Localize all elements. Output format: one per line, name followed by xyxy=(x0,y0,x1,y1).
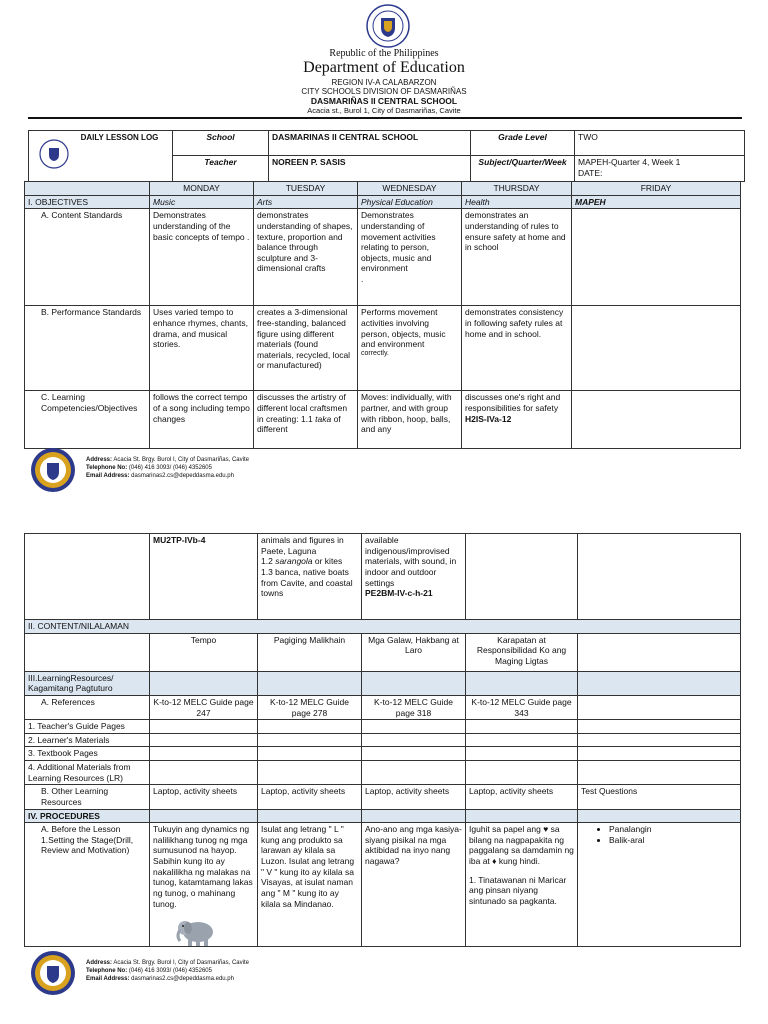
bl-wednesday: Ano-ano ang mga kasiya-siyang pisikal na mga aktibidad na inyo nang nagawa? xyxy=(362,823,466,947)
lc-tuesday-italic: taka xyxy=(315,413,332,424)
content-wednesday: Mga Galaw, Hakbang at Laro xyxy=(362,633,466,671)
friday-list xyxy=(581,824,737,845)
textbook-label: 3. Textbook Pages xyxy=(25,747,150,761)
footer-email-label: Email Address: xyxy=(86,975,130,982)
lc-tuesday-b-post: or kites xyxy=(312,556,343,567)
lc-wednesday-code: PE2BM-IV-c-h-21 xyxy=(365,588,433,599)
school-address: Acacia st., Burol 1, City of Dasmariñas, Cavite xyxy=(307,106,461,115)
subject-wednesday: Physical Education xyxy=(358,195,462,209)
lc-thursday-text: discusses one's right and responsibilities for safety xyxy=(465,392,561,413)
ps-monday: Uses varied tempo to enhance rhymes, chants, drama, and musical stories. xyxy=(150,306,254,391)
other-monday: Laptop, activity sheets xyxy=(150,785,258,809)
ref-monday: K-to-12 MELC Guide page 247 xyxy=(150,695,258,719)
cs-wednesday xyxy=(358,209,462,306)
header-divider xyxy=(28,117,742,119)
content-standards-label: A. Content Standards xyxy=(25,209,150,306)
subject-tuesday: Arts xyxy=(254,195,358,209)
before-lesson-row xyxy=(25,823,741,947)
objectives-label: I. OBJECTIVES xyxy=(25,195,150,209)
learners-materials-label: 2. Learner's Materials xyxy=(25,733,150,747)
bl-thursday-b: 1. Tinatawanan ni Maricar ang pinsan niyang sintunado sa pagkanta. xyxy=(469,874,567,906)
republic-text: Republic of the Philippines xyxy=(329,48,439,59)
footer-email-label: Email Address: xyxy=(86,472,130,479)
content-header-row xyxy=(25,620,741,634)
school-value: DASMARINAS II CENTRAL SCHOOL xyxy=(269,131,471,156)
lc-tuesday-b-pre: 1.2 xyxy=(261,556,276,567)
cs-friday xyxy=(572,209,741,306)
footer-address-label: Address: xyxy=(86,457,113,463)
region-text: REGION IV-A CALABARZON xyxy=(331,78,437,87)
content-label: II. CONTENT/NILALAMAN xyxy=(25,620,741,634)
subject-friday: MAPEH xyxy=(572,195,741,209)
lc-tuesday-a: animals and figures in Paete, Laguna xyxy=(261,535,344,556)
content-row xyxy=(25,633,741,671)
competencies-label: C. Learning Competencies/Objectives xyxy=(25,391,150,449)
bl-monday: Tukuyin ang dynamics ng nalilikhang tunog ng mga sumusunod na hayop. Sabihin kung ito ay nakalilikha ng malakas na tunog, katamtamang lakas ng tunog, o mahinang tunog. xyxy=(150,823,258,947)
bl-tuesday: Isulat ang letrang " L " kung ang produkto sa larawan ay kilala sa Luzon. Isulat ang letrang " V " kung ito ay kilala sa Visayas, at isulat naman ang " M " kung ito ay kilala sa Mindanao. xyxy=(258,823,362,947)
footer-contact xyxy=(86,457,346,480)
lc-tuesday-pre: discusses the artistry of different local craftsmen in creating: 1.1 xyxy=(257,392,348,424)
references-row xyxy=(25,695,741,719)
ref-tuesday: K-to-12 MELC Guide page 278 xyxy=(258,695,362,719)
footer-phone: (046) 416 3093/ (046) 4352605 xyxy=(128,967,212,974)
subject-text: MAPEH-Quarter 4, Week 1 xyxy=(578,157,681,167)
content-tuesday: Pagiging Malikhain xyxy=(258,633,362,671)
footer-email: dasmarinas2.cs@depeddasma.edu.ph xyxy=(131,472,234,479)
lc-thursday-code: H2IS-IVa-12 xyxy=(465,413,512,424)
footer-phone-label: Telephone No: xyxy=(86,967,128,974)
other-friday: Test Questions xyxy=(578,785,741,809)
lc-thursday xyxy=(462,391,572,449)
dll-title-cell xyxy=(29,131,173,182)
bl-thursday xyxy=(466,823,578,947)
before-lesson-label: A. Before the Lesson 1.Setting the Stage(Drill, Review and Motivation) xyxy=(25,823,150,947)
textbook-row xyxy=(25,747,741,761)
ps-wednesday-small: correctly. xyxy=(361,349,389,357)
grade-value: TWO xyxy=(575,131,745,156)
list-item: • Balik-aral xyxy=(609,835,737,846)
other-resources-row xyxy=(25,785,741,809)
other-thursday: Laptop, activity sheets xyxy=(466,785,578,809)
footer-address: Acacia St. Brgy. Burol I, City of Dasmariñas, Cavite xyxy=(113,457,249,463)
learners-materials-row xyxy=(25,733,741,747)
footer-address: Acacia St. Brgy. Burol I, City of Dasmariñas, Cavite xyxy=(113,960,249,966)
objectives-row xyxy=(25,195,741,209)
other-tuesday: Laptop, activity sheets xyxy=(258,785,362,809)
footer-contact xyxy=(86,960,346,983)
teachers-guide-label: 1. Teacher's Guide Pages xyxy=(25,720,150,734)
date-label: DATE: xyxy=(578,167,603,178)
teacher-label: Teacher xyxy=(173,156,269,182)
bl-thursday-a: Iguhit sa papel ang ♥ sa bilang na nagpapakita ng paggalang sa damdamin ng iba at ♦ kung hindi. xyxy=(469,824,574,866)
lc-tuesday xyxy=(254,391,358,449)
footer-phone: (046) 416 3093/ (046) 4352605 xyxy=(128,464,212,471)
school-name: DASMARIÑAS II CENTRAL SCHOOL xyxy=(310,96,458,106)
performance-standards-label: B. Performance Standards xyxy=(25,306,150,391)
lc-tuesday-post: of different xyxy=(257,413,341,435)
teacher-value: NOREEN P. SASIS xyxy=(269,156,471,182)
lesson-table-part2 xyxy=(24,533,741,947)
resources-label: III.LearningResources/ Kagamitang Pagtuturo xyxy=(25,671,150,695)
department-title: Department of Education xyxy=(303,59,465,76)
resources-header-row xyxy=(25,671,741,695)
day-friday: FRIDAY xyxy=(572,182,741,196)
content-thursday: Karapatan at Responsibilidad Ko ang Maging Ligtas xyxy=(466,633,578,671)
references-label: A. References xyxy=(25,695,150,719)
days-header-row xyxy=(25,182,741,196)
content-standards-row xyxy=(25,209,741,306)
content-monday: Tempo xyxy=(150,633,258,671)
ps-wednesday-text: Performs movement activities involving person, objects, music and environment xyxy=(361,307,446,350)
other-wednesday: Laptop, activity sheets xyxy=(362,785,466,809)
lc-tuesday-c: 1.3 banca, native boats from Cavite, and coastal towns xyxy=(261,566,353,599)
ps-wednesday xyxy=(358,306,462,391)
ps-thursday: demonstrates consistency in following safety rules at home and in school. xyxy=(462,306,572,391)
lc-tuesday-b xyxy=(261,556,358,567)
bl-friday xyxy=(578,823,741,947)
lc-tuesday-cont xyxy=(258,534,362,620)
competencies-continued-row xyxy=(25,534,741,620)
teachers-guide-row xyxy=(25,720,741,734)
footer-phone-label: Telephone No: xyxy=(86,464,128,471)
additional-materials-label: 4. Additional Materials from Learning Resources (LR) xyxy=(25,761,150,785)
performance-standards-row xyxy=(25,306,741,391)
elephant-icon xyxy=(174,917,218,947)
ref-thursday: K-to-12 MELC Guide page 343 xyxy=(466,695,578,719)
subject-monday: Music xyxy=(150,195,254,209)
school-seal xyxy=(30,447,76,493)
day-monday: MONDAY xyxy=(150,182,254,196)
other-resources-label: B. Other Learning Resources xyxy=(25,785,150,809)
school-seal xyxy=(30,950,76,996)
footer-address-label: Address: xyxy=(86,960,113,966)
additional-materials-row xyxy=(25,761,741,785)
lc-wednesday-text: available indigenous/improvised materials, with sound, in indoor and outdoor settings xyxy=(365,535,457,588)
footer-email: dasmarinas2.cs@depeddasma.edu.ph xyxy=(131,975,234,982)
cs-wednesday-dot: . xyxy=(361,274,364,284)
cs-monday: Demonstrates understanding of the basic concepts of tempo . xyxy=(150,209,254,306)
ref-wednesday: K-to-12 MELC Guide page 318 xyxy=(362,695,466,719)
dll-title: DAILY LESSON LOG xyxy=(80,133,159,142)
lc-friday xyxy=(572,391,741,449)
division-text: CITY SCHOOLS DIVISION OF DASMARIÑAS xyxy=(301,87,467,96)
lc-wednesday: Moves: individually, with partner, and with group with ribbon, hoop, balls, and any xyxy=(358,391,462,449)
lesson-table-part1 xyxy=(24,181,741,449)
lc-tuesday-b-italic: sarangola xyxy=(275,556,313,567)
cs-tuesday: demonstrates understanding of shapes, texture, proportion and balance through sculpture and 3-dimensional crafts xyxy=(254,209,358,306)
lc-monday: follows the correct tempo of a song including tempo changes xyxy=(150,391,254,449)
day-thursday: THURSDAY xyxy=(462,182,572,196)
ps-tuesday: creates a 3-dimensional free-standing, balanced figure using different materials (found materials, recycled, local or manufactured) xyxy=(254,306,358,391)
procedures-header-row xyxy=(25,809,741,823)
grade-label: Grade Level xyxy=(471,131,575,156)
school-label: School xyxy=(173,131,269,156)
day-wednesday: WEDNESDAY xyxy=(358,182,462,196)
deped-seal xyxy=(366,4,410,48)
subject-label: Subject/Quarter/Week xyxy=(471,156,575,182)
lc-wednesday-cont xyxy=(362,534,466,620)
subject-value xyxy=(575,156,745,182)
day-tuesday: TUESDAY xyxy=(254,182,358,196)
ps-friday xyxy=(572,306,741,391)
subject-thursday: Health xyxy=(462,195,572,209)
competencies-row xyxy=(25,391,741,449)
cs-thursday: demonstrates an understanding of rules to ensure safety at home and in school xyxy=(462,209,572,306)
cs-wednesday-text: Demonstrates understanding of movement activities relating to person, objects, music and environment xyxy=(361,210,436,274)
deped-seal xyxy=(39,139,69,169)
list-item: • Panalangin xyxy=(609,824,737,835)
procedures-label: IV. PROCEDURES xyxy=(25,809,150,823)
lesson-info-table xyxy=(28,130,745,182)
lc-monday-code: MU2TP-IVb-4 xyxy=(150,534,258,620)
